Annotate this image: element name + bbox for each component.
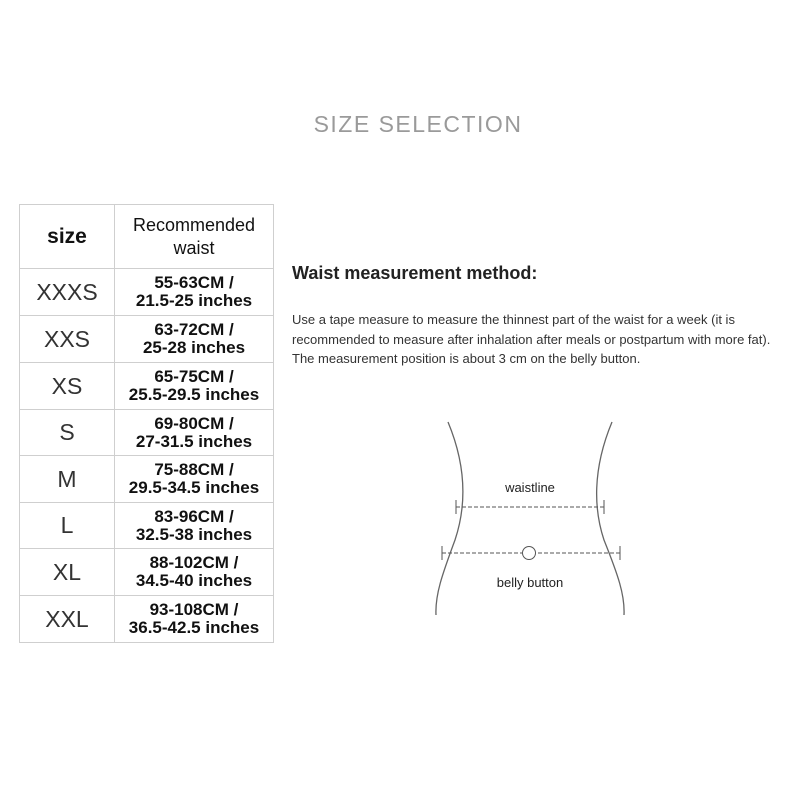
size-cell: M bbox=[20, 456, 115, 503]
belly-button-label: belly button bbox=[496, 575, 564, 590]
waist-cell bbox=[115, 410, 274, 456]
belly-button-icon bbox=[523, 547, 536, 560]
table-row bbox=[20, 456, 274, 503]
waist-cell bbox=[115, 596, 274, 643]
waist-cm: 69-80CM / bbox=[154, 413, 234, 433]
waist-inches: 36.5-42.5 inches bbox=[128, 618, 260, 637]
header-recommended-waist bbox=[115, 205, 274, 269]
waist-cell bbox=[115, 503, 274, 549]
waist-inches: 29.5-34.5 inches bbox=[128, 478, 260, 497]
waist-inches: 21.5-25 inches bbox=[135, 291, 253, 310]
size-cell: XL bbox=[20, 549, 115, 596]
table-row bbox=[20, 549, 274, 596]
size-cell: XXL bbox=[20, 596, 115, 643]
size-cell: XXS bbox=[20, 316, 115, 363]
table-row bbox=[20, 269, 274, 316]
header-size: size bbox=[20, 205, 115, 269]
waist-cm: 75-88CM / bbox=[154, 460, 234, 479]
waist-inches: 25.5-29.5 inches bbox=[128, 385, 260, 404]
table-row bbox=[20, 596, 274, 643]
waist-cm: 63-72CM / bbox=[154, 320, 234, 339]
table-row bbox=[20, 363, 274, 410]
size-cell: XS bbox=[20, 363, 115, 410]
table-header-row bbox=[20, 205, 274, 269]
table-row bbox=[20, 316, 274, 363]
waist-cm: 88-102CM / bbox=[149, 553, 239, 572]
size-table bbox=[19, 204, 274, 643]
table-row bbox=[20, 410, 274, 456]
table-row bbox=[20, 503, 274, 549]
waist-cm: 65-75CM / bbox=[154, 367, 234, 386]
body-outline-right bbox=[597, 422, 624, 615]
header-waist-line1: Recommended bbox=[132, 214, 256, 235]
waist-inches: 34.5-40 inches bbox=[135, 571, 253, 590]
waist-inches: 25-28 inches bbox=[142, 338, 246, 357]
waist-cell bbox=[115, 269, 274, 316]
size-cell: XXXS bbox=[20, 269, 115, 316]
waist-inches: 32.5-38 inches bbox=[135, 524, 253, 544]
size-cell: S bbox=[20, 410, 115, 456]
waist-cell bbox=[115, 549, 274, 596]
page-title: SIZE SELECTION bbox=[313, 111, 523, 137]
waist-cell bbox=[115, 316, 274, 363]
measurement-method-title: Waist measurement method: bbox=[292, 263, 538, 283]
size-cell: L bbox=[20, 503, 115, 549]
waist-cell bbox=[115, 363, 274, 410]
waist-inches: 27-31.5 inches bbox=[135, 431, 253, 451]
waistline-label: waistline bbox=[505, 480, 555, 495]
header-waist-line2: waist bbox=[173, 237, 215, 258]
waist-cm: 55-63CM / bbox=[154, 273, 234, 292]
body-outline-left bbox=[436, 422, 463, 615]
waist-cm: 93-108CM / bbox=[149, 600, 239, 619]
waist-diagram bbox=[420, 410, 640, 625]
waist-cell bbox=[115, 456, 274, 503]
measurement-method-text: Use a tape measure to measure the thinnest part of the waist for a week (it is recommended to measure after inhalation after meals or postpartum with more fat). The measurement position is about 3 cm on the belly button. bbox=[292, 312, 771, 366]
waist-cm: 83-96CM / bbox=[154, 506, 234, 526]
